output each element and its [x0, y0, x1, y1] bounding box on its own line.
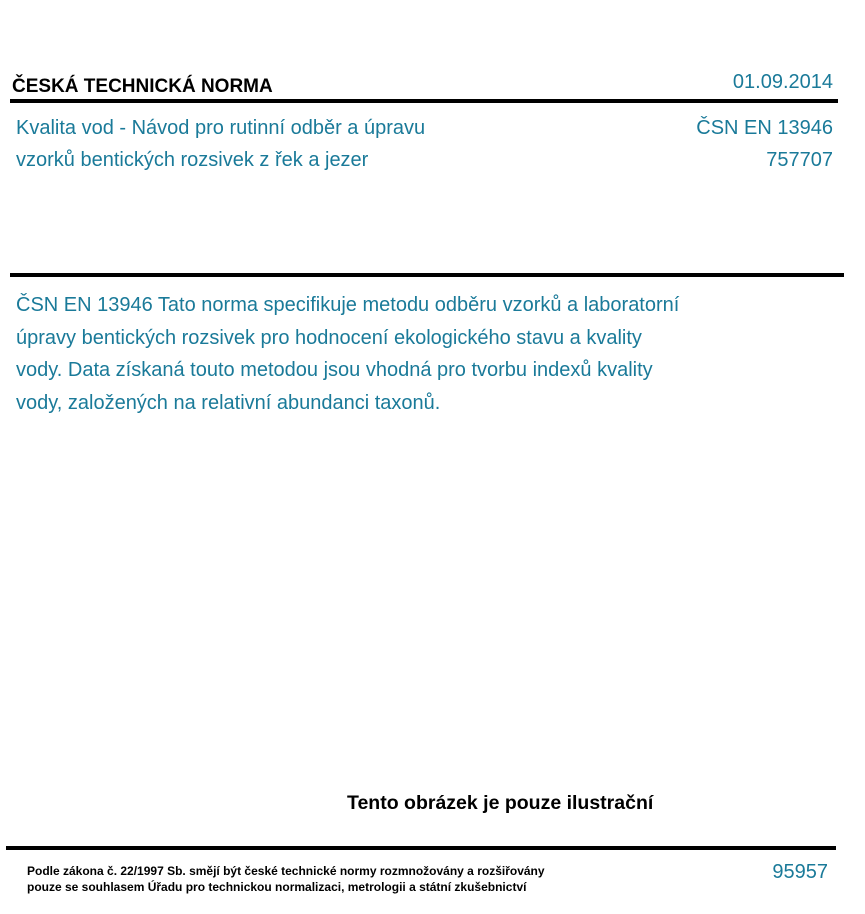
abstract-line: vody. Data získaná touto metodou jsou vhodná pro tvorbu indexů kvality — [16, 359, 653, 381]
legal-line: pouze se souhlasem Úřadu pro technickou normalizaci, metrologii a státní zkušebnictví — [27, 880, 527, 894]
standard-title-line-2: vzorků bentických rozsivek z řek a jezer — [16, 149, 369, 171]
abstract-line: úpravy bentických rozsivek pro hodnocení ekologického stavu a kvality — [16, 326, 642, 349]
class-number: 757707 — [766, 149, 833, 171]
abstract-line: vody, založených na relativní abundanci taxonů. — [16, 391, 441, 414]
standard-designation: ČSN EN 13946 — [696, 117, 833, 139]
standard-title-line-1: Kvalita vod - Návod pro rutinní odběr a úpravu — [16, 117, 426, 139]
section-divider — [10, 273, 844, 277]
illustration-note: Tento obrázek je pouze ilustrační — [347, 792, 654, 814]
abstract — [16, 289, 736, 419]
header-divider — [10, 99, 838, 103]
legal-line: Podle zákona č. 22/1997 Sb. smějí být české technické normy rozmnožovány a rozšiřovány — [27, 864, 545, 878]
page-number: 95957 — [772, 861, 828, 883]
footer-divider — [6, 846, 836, 850]
abstract-line: ČSN EN 13946 Tato norma specifikuje metodu odběru vzorků a laboratorní — [16, 294, 680, 316]
norm-title: ČESKÁ TECHNICKÁ NORMA — [12, 76, 273, 97]
issue-date: 01.09.2014 — [732, 71, 833, 93]
legal-notice — [27, 863, 545, 895]
